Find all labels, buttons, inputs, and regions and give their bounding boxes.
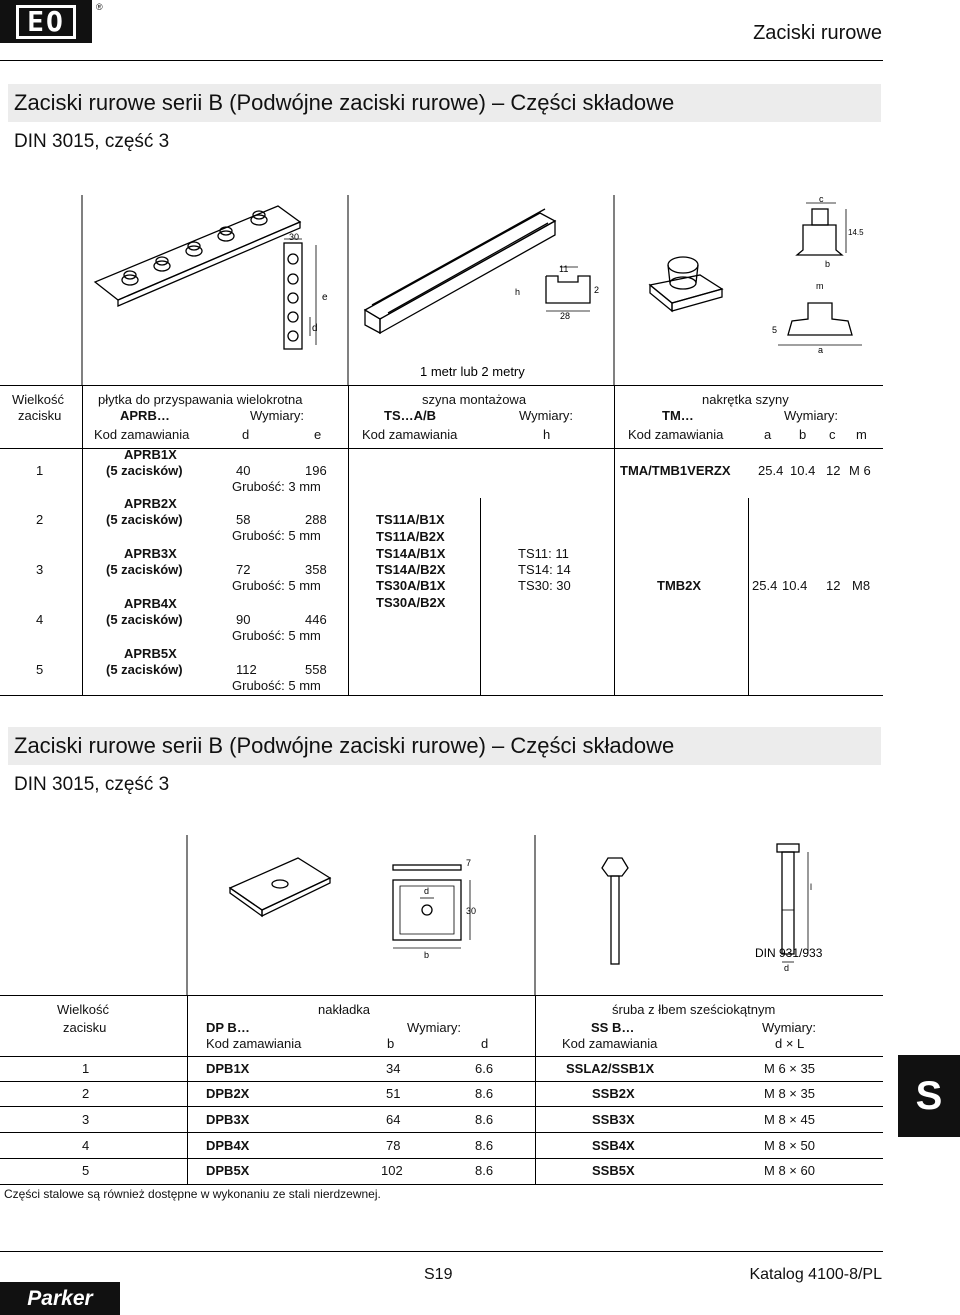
t2-row5-size: 5 <box>82 1163 90 1178</box>
t2-row4-dl: M 8 × 50 <box>764 1138 815 1153</box>
t2-bolt-order: Kod zamawiania <box>562 1036 658 1051</box>
weld-plate-drawing <box>95 206 316 349</box>
t1-row4-code: APRB4X <box>124 596 177 611</box>
t1-row4-d: 90 <box>236 612 251 627</box>
t2-row2-pad: DPB2X <box>206 1086 250 1101</box>
t1-rail-3: TS14A/B1X <box>376 546 446 561</box>
t1-row4-e: 446 <box>305 612 327 627</box>
section2-subtitle: DIN 3015, część 3 <box>14 774 170 795</box>
t1-row4-count: (5 zacisków) <box>106 612 183 627</box>
t1-row4-size: 4 <box>36 612 44 627</box>
t1-row2-size: 2 <box>36 512 44 527</box>
t1-row5-size: 5 <box>36 662 44 677</box>
t1-row4-thick: Grubość: 5 mm <box>232 628 321 643</box>
t1-nut-group: nakrętka szyny <box>702 392 789 407</box>
t1-rail-5: TS30A/B1X <box>376 578 446 593</box>
t1-rail-h: h <box>543 427 551 442</box>
t2-row1-dl: M 6 × 35 <box>764 1061 815 1076</box>
section1-title: Zaciski rurowe serii B (Podwójne zaciski rurowe) – Części składowe <box>14 90 675 115</box>
t1-nut-c: c <box>829 427 836 442</box>
t2-bolt-code: SS B… <box>591 1020 635 1035</box>
rail-dim-2: 2 <box>594 285 600 295</box>
t1-row2-code: APRB2X <box>124 496 177 511</box>
t1-row3-thick: Grubość: 5 mm <box>232 578 321 593</box>
t1-rail-4: TS14A/B2X <box>376 562 446 577</box>
t1-rail-h-1: TS11: 11 <box>518 546 569 561</box>
t1-rail-dims: Wymiary: <box>519 408 574 423</box>
bolt-dim-d: d <box>784 963 790 973</box>
t1-row5-thick: Grubość: 5 mm <box>232 678 321 693</box>
t2-row2-dl: M 8 × 35 <box>764 1086 815 1101</box>
t2-row1-bolt: SSLA2/SSB1X <box>566 1061 655 1076</box>
t2-size-header-1: Wielkość <box>57 1002 110 1017</box>
t1-rail-order: Kod zamawiania <box>362 427 458 442</box>
t1-rail-code: TS…A/B <box>384 408 436 423</box>
stainless-note: Części stalowe są również dostępne w wykonaniu ze stali nierdzewnej. <box>4 1187 381 1201</box>
pad-dim-30: 30 <box>466 906 477 916</box>
section1-subtitle: DIN 3015, część 3 <box>14 131 170 152</box>
t2-row3-dl: M 8 × 45 <box>764 1112 815 1127</box>
t2-size-header-2: zacisku <box>63 1020 107 1035</box>
t1-row3-code: APRB3X <box>124 546 177 561</box>
t1-nut-1-a: 25.4 <box>758 463 784 478</box>
t1-plate-dims: Wymiary: <box>250 408 305 423</box>
t1-row1-count: (5 zacisków) <box>106 463 183 478</box>
t2-row3-b: 64 <box>386 1112 401 1127</box>
t1-nut-1-b: 10.4 <box>790 463 816 478</box>
t1-nut-dims: Wymiary: <box>784 408 839 423</box>
t2-row5-dl: M 8 × 60 <box>764 1163 815 1178</box>
nut-dim-14-5: 14.5 <box>848 228 864 237</box>
t2-bolt-dims: Wymiary: <box>762 1020 817 1035</box>
bolt-dim-l: l <box>810 882 812 892</box>
t1-nut-b: b <box>799 427 807 442</box>
t2-row2-b: 51 <box>386 1086 401 1101</box>
registered-mark: ® <box>96 2 103 12</box>
t2-pad-d: d <box>481 1036 489 1051</box>
rail-dim-h: h <box>515 287 521 297</box>
t1-size-header-2: zacisku <box>18 408 62 423</box>
t2-row5-pad: DPB5X <box>206 1163 250 1178</box>
pad-drawing <box>230 858 470 948</box>
t2-row4-d: 8.6 <box>475 1138 494 1153</box>
t1-row3-size: 3 <box>36 562 44 577</box>
t1-nut-1-c: 12 <box>826 463 841 478</box>
t1-row2-thick: Grubość: 5 mm <box>232 528 321 543</box>
eo-logo: EO <box>0 0 92 43</box>
t2-row2-size: 2 <box>82 1086 90 1101</box>
t1-rail-2: TS11A/B2X <box>376 529 445 544</box>
t1-nut-1-code: TMA/TMB1VERZX <box>620 463 731 478</box>
t2-row2-d: 8.6 <box>475 1086 494 1101</box>
t1-nut-1-m: M 6 <box>849 463 871 478</box>
section1-drawings <box>0 195 883 385</box>
t1-row2-d: 58 <box>236 512 251 527</box>
t1-size-header-1: Wielkość <box>12 392 65 407</box>
rail-length-note: 1 metr lub 2 metry <box>420 364 525 379</box>
t2-pad-order: Kod zamawiania <box>206 1036 302 1051</box>
t1-row5-code: APRB5X <box>124 646 177 661</box>
t2-row5-b: 102 <box>381 1163 403 1178</box>
t1-plate-group: płytka do przyspawania wielokrotna <box>98 392 303 407</box>
t1-plate-order: Kod zamawiania <box>94 427 190 442</box>
nut-dim-b: b <box>825 259 831 269</box>
t2-row2-bolt: SSB2X <box>592 1086 635 1101</box>
pad-dim-d: d <box>424 886 430 896</box>
t2-row4-size: 4 <box>82 1138 90 1153</box>
t1-rail-6: TS30A/B2X <box>376 595 446 610</box>
t1-row5-e: 558 <box>305 662 327 677</box>
rail-nut-drawing <box>650 203 862 345</box>
section-tab-s: S <box>898 1055 960 1137</box>
t2-row5-bolt: SSB5X <box>592 1163 635 1178</box>
t1-row5-count: (5 zacisków) <box>106 662 183 677</box>
din-note: DIN 931/933 <box>755 946 823 960</box>
plate-dim-30: 30 <box>289 232 300 242</box>
t1-nut-2-code: TMB2X <box>657 578 702 593</box>
nut-dim-5: 5 <box>772 325 778 335</box>
t2-pad-code: DP B… <box>206 1020 250 1035</box>
rail-dim-11: 11 <box>559 264 569 274</box>
t2-row4-bolt: SSB4X <box>592 1138 635 1153</box>
catalog-number: Katalog 4100-8/PL <box>749 1266 882 1283</box>
t1-nut-2-b: 10.4 <box>782 578 808 593</box>
t1-row1-size: 1 <box>36 463 44 478</box>
t2-pad-group: nakładka <box>318 1002 371 1017</box>
t1-row1-d: 40 <box>236 463 251 478</box>
t1-plate-e: e <box>314 427 322 442</box>
t1-rail-h-2: TS14: 14 <box>518 562 571 577</box>
t2-row3-size: 3 <box>82 1112 90 1127</box>
t2-row3-pad: DPB3X <box>206 1112 250 1127</box>
t1-rail-h-3: TS30: 30 <box>518 578 571 593</box>
rail-dim-28: 28 <box>560 311 571 321</box>
t1-rail-1: TS11A/B1X <box>376 512 445 527</box>
t1-row2-e: 288 <box>305 512 327 527</box>
t2-row4-pad: DPB4X <box>206 1138 250 1153</box>
pad-dim-7: 7 <box>466 858 472 868</box>
table1-top-rule <box>0 385 883 386</box>
t1-row2-count: (5 zacisków) <box>106 512 183 527</box>
t1-row5-d: 112 <box>236 662 257 677</box>
t2-row1-size: 1 <box>82 1061 90 1076</box>
t1-nut-2-a: 25.4 <box>752 578 778 593</box>
t2-row1-b: 34 <box>386 1061 401 1076</box>
t1-row1-code: APRB1X <box>124 447 177 462</box>
mounting-rail-drawing <box>365 209 590 333</box>
t2-bolt-group: śruba z łbem sześciokątnym <box>612 1002 776 1017</box>
footer-rule <box>0 1251 883 1252</box>
t2-row4-b: 78 <box>386 1138 401 1153</box>
nut-dim-a: a <box>818 345 824 355</box>
t1-plate-code: APRB… <box>120 408 170 423</box>
page-header-title: Zaciski rurowe <box>753 22 882 44</box>
t2-pad-b: b <box>387 1036 395 1051</box>
t2-row3-bolt: SSB3X <box>592 1112 635 1127</box>
plate-dim-d: d <box>312 323 318 334</box>
nut-dim-c: c <box>819 195 824 204</box>
t1-row3-e: 358 <box>305 562 327 577</box>
t1-rail-group: szyna montażowa <box>422 392 527 407</box>
t1-nut-order: Kod zamawiania <box>628 427 724 442</box>
t1-nut-2-m: M8 <box>852 578 871 593</box>
t1-row3-count: (5 zacisków) <box>106 562 183 577</box>
nut-dim-m: m <box>816 281 824 291</box>
t2-row5-d: 8.6 <box>475 1163 494 1178</box>
t2-row1-d: 6.6 <box>475 1061 494 1076</box>
t1-row3-d: 72 <box>236 562 251 577</box>
header-rule <box>0 60 883 61</box>
t1-nut-2-c: 12 <box>826 578 841 593</box>
section2-title: Zaciski rurowe serii B (Podwójne zaciski rurowe) – Części składowe <box>14 733 675 758</box>
section2-drawings <box>0 830 883 995</box>
t1-row1-thick: Grubość: 3 mm <box>232 479 321 494</box>
t1-plate-d: d <box>242 427 250 442</box>
page-number: S19 <box>424 1266 453 1283</box>
t2-row1-pad: DPB1X <box>206 1061 250 1076</box>
t2-pad-dims: Wymiary: <box>407 1020 462 1035</box>
plate-dim-e: e <box>322 292 328 303</box>
t1-row1-e: 196 <box>305 463 327 478</box>
t2-bolt-dl: d × L <box>775 1036 805 1051</box>
t1-nut-code: TM… <box>662 408 694 423</box>
t1-nut-a: a <box>764 427 772 442</box>
pad-dim-b: b <box>424 950 430 960</box>
t2-row3-d: 8.6 <box>475 1112 494 1127</box>
parker-logo: Parker <box>0 1282 120 1315</box>
t1-nut-m: m <box>856 427 867 442</box>
